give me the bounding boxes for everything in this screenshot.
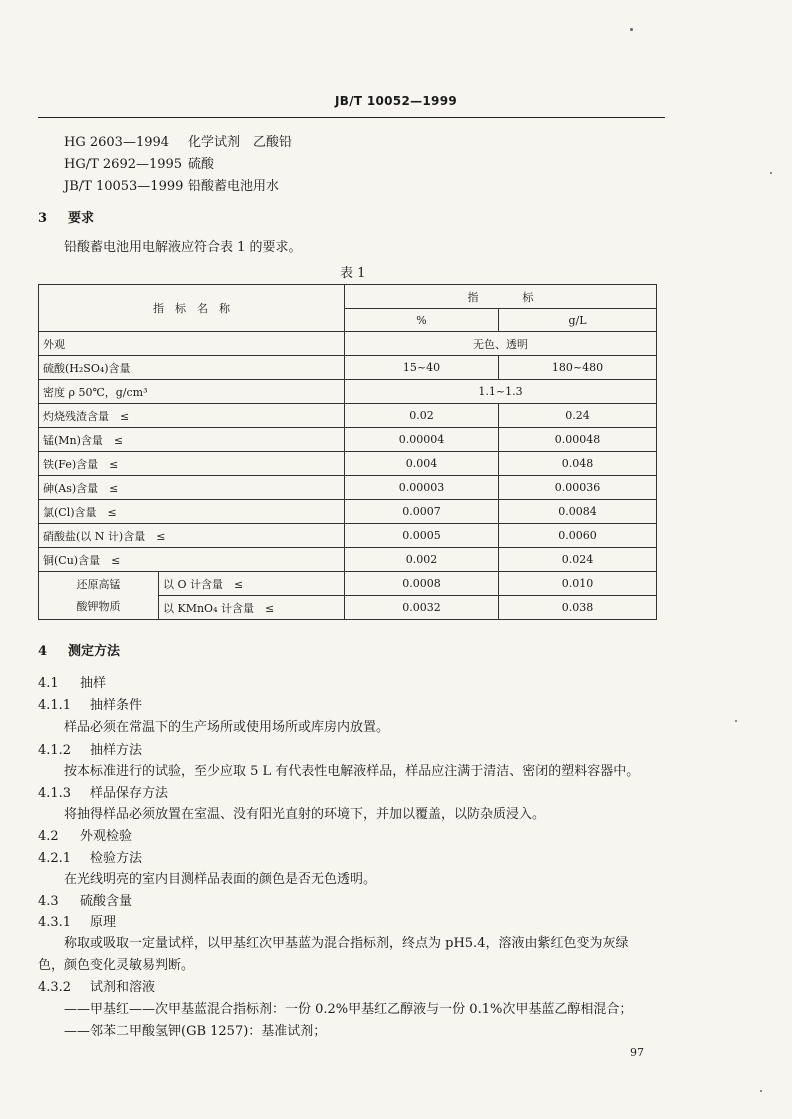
kmno4-group-line: 酸钾物质 xyxy=(76,599,121,613)
section-4-3-1-heading xyxy=(38,911,116,930)
row-name: 外观 xyxy=(39,332,345,356)
table-row xyxy=(39,428,657,452)
row-name: 锰(Mn)含量 ≤ xyxy=(39,428,345,452)
row-name: 氯(Cl)含量 ≤ xyxy=(39,500,345,524)
header-indicator: 指 标 xyxy=(345,285,657,309)
row-percent: 0.00004 xyxy=(345,428,499,452)
row-name: 砷(As)含量 ≤ xyxy=(39,476,345,500)
section-4-3-heading xyxy=(38,890,132,909)
section-4-1-1-heading xyxy=(38,694,142,713)
section-number: 4.1.1 xyxy=(38,698,72,713)
header-indicator-name: 指 标 名 称 xyxy=(39,285,345,332)
row-percent: 0.0008 xyxy=(345,572,499,596)
row-merged-value: 1.1~1.3 xyxy=(345,380,657,404)
section-title: 要求 xyxy=(68,211,95,226)
reference-name: 硫酸 xyxy=(188,157,215,172)
row-g-per-l: 0.24 xyxy=(499,404,657,428)
row-name: 铁(Fe)含量 ≤ xyxy=(39,452,345,476)
section-4-1-2-heading xyxy=(38,739,142,758)
reference-name: 化学试剂 乙酸铅 xyxy=(188,135,293,150)
section-number: 3 xyxy=(38,211,48,226)
spec-table xyxy=(38,284,657,620)
scan-speck xyxy=(735,720,737,722)
table-row xyxy=(39,380,657,404)
section-4-3-1-text-cont: 色，颜色变化灵敏易判断。 xyxy=(38,958,195,973)
table-row xyxy=(39,452,657,476)
row-name: 以 O 计含量 ≤ xyxy=(159,572,345,596)
row-percent: 0.002 xyxy=(345,548,499,572)
section-title: 外观检验 xyxy=(80,829,133,844)
row-percent: 0.02 xyxy=(345,404,499,428)
scan-speck xyxy=(760,1090,762,1092)
section-number: 4.3.1 xyxy=(38,915,72,930)
section-title: 抽样条件 xyxy=(90,698,143,713)
section-4-2-1-heading xyxy=(38,847,142,866)
section-number: 4.3.2 xyxy=(38,980,72,995)
row-percent: 15~40 xyxy=(345,356,499,380)
reference-item xyxy=(64,175,279,194)
document-header: JB/T 10052—1999 xyxy=(334,94,457,108)
reagent-item: ——邻苯二甲酸氢钾(GB 1257)：基准试剂； xyxy=(64,1024,327,1039)
section-title: 抽样方法 xyxy=(90,743,143,758)
section-number: 4.1.3 xyxy=(38,786,72,801)
reference-code: JB/T 10053—1999 xyxy=(64,179,184,194)
table-row xyxy=(39,476,657,500)
section-4-1-2-text: 按本标准进行的试验，至少应取 5 L 有代表性电解液样品，样品应注满于清洁、密闭的塑料容器中。 xyxy=(64,764,640,779)
row-name: 密度 ρ 50℃，g/cm³ xyxy=(39,380,345,404)
section-4-3-2-heading xyxy=(38,976,155,995)
section-4-1-heading xyxy=(38,672,106,691)
row-name: 硝酸盐(以 N 计)含量 ≤ xyxy=(39,524,345,548)
table-row xyxy=(39,548,657,572)
reagent-item: ——甲基红——次甲基蓝混合指标剂：一份 0.2%甲基红乙醇液与一份 0.1%次甲基蓝乙醇相混合； xyxy=(64,1002,633,1017)
table-row xyxy=(39,500,657,524)
row-g-per-l: 0.00036 xyxy=(499,476,657,500)
reference-name: 铅酸蓄电池用水 xyxy=(188,179,280,194)
row-g-per-l: 0.048 xyxy=(499,452,657,476)
section-title: 样品保存方法 xyxy=(90,786,169,801)
section-4-3-1-text: 称取或吸取一定量试样，以甲基红次甲基蓝为混合指标剂，终点为 pH5.4，溶液由紫红色变为灰绿 xyxy=(64,936,629,951)
header-rule xyxy=(38,117,665,118)
row-percent: 0.0005 xyxy=(345,524,499,548)
reference-item xyxy=(64,131,292,150)
row-percent: 0.004 xyxy=(345,452,499,476)
row-merged-value: 无色、透明 xyxy=(345,332,657,356)
reference-item xyxy=(64,153,214,172)
row-name: 铜(Cu)含量 ≤ xyxy=(39,548,345,572)
kmno4-group-cell xyxy=(39,572,159,620)
table-title: 表 1 xyxy=(340,266,366,281)
row-percent: 0.00003 xyxy=(345,476,499,500)
row-g-per-l: 0.024 xyxy=(499,548,657,572)
section-number: 4.1 xyxy=(38,676,59,691)
page-number: 97 xyxy=(630,1046,644,1059)
section-4-2-heading xyxy=(38,825,132,844)
section-4-2-1-text: 在光线明亮的室内目测样品表面的颜色是否无色透明。 xyxy=(64,872,377,887)
reference-code: HG 2603—1994 xyxy=(64,135,170,150)
section-number: 4.2 xyxy=(38,829,59,844)
row-g-per-l: 0.010 xyxy=(499,572,657,596)
row-g-per-l: 180~480 xyxy=(499,356,657,380)
header-percent: % xyxy=(345,309,499,332)
section-title: 检验方法 xyxy=(90,851,143,866)
section-3-text: 铅酸蓄电池用电解液应符合表 1 的要求。 xyxy=(64,240,302,255)
row-percent: 0.0032 xyxy=(345,596,499,620)
section-title: 硫酸含量 xyxy=(80,894,133,909)
section-title: 试剂和溶液 xyxy=(90,980,156,995)
table-row xyxy=(39,572,657,596)
section-title: 测定方法 xyxy=(68,644,121,659)
section-number: 4.3 xyxy=(38,894,59,909)
table-row xyxy=(39,356,657,380)
section-title: 原理 xyxy=(90,915,117,930)
section-4-1-3-heading xyxy=(38,782,168,801)
row-g-per-l: 0.00048 xyxy=(499,428,657,452)
kmno4-group-line: 还原高锰 xyxy=(76,577,121,591)
row-name: 以 KMnO₄ 计含量 ≤ xyxy=(159,596,345,620)
row-g-per-l: 0.0084 xyxy=(499,500,657,524)
section-number: 4.1.2 xyxy=(38,743,72,758)
section-number: 4 xyxy=(38,644,48,659)
section-4-heading xyxy=(38,640,120,659)
scan-speck xyxy=(770,172,772,174)
section-number: 4.2.1 xyxy=(38,851,72,866)
row-name: 硫酸(H₂SO₄)含量 xyxy=(39,356,345,380)
section-4-1-3-text: 将抽得样品必须放置在室温、没有阳光直射的环境下，并加以覆盖，以防杂质浸入。 xyxy=(64,807,546,822)
table-row xyxy=(39,524,657,548)
reference-code: HG/T 2692—1995 xyxy=(64,157,183,172)
section-3-heading xyxy=(38,207,94,226)
row-name: 灼烧残渣含量 ≤ xyxy=(39,404,345,428)
row-percent: 0.0007 xyxy=(345,500,499,524)
row-g-per-l: 0.0060 xyxy=(499,524,657,548)
table-row xyxy=(39,404,657,428)
row-g-per-l: 0.038 xyxy=(499,596,657,620)
section-title: 抽样 xyxy=(80,676,107,691)
scan-speck xyxy=(630,28,633,31)
table-row xyxy=(39,332,657,356)
header-g-per-l: g/L xyxy=(499,309,657,332)
section-4-1-1-text: 样品必须在常温下的生产场所或使用场所或库房内放置。 xyxy=(64,720,390,735)
